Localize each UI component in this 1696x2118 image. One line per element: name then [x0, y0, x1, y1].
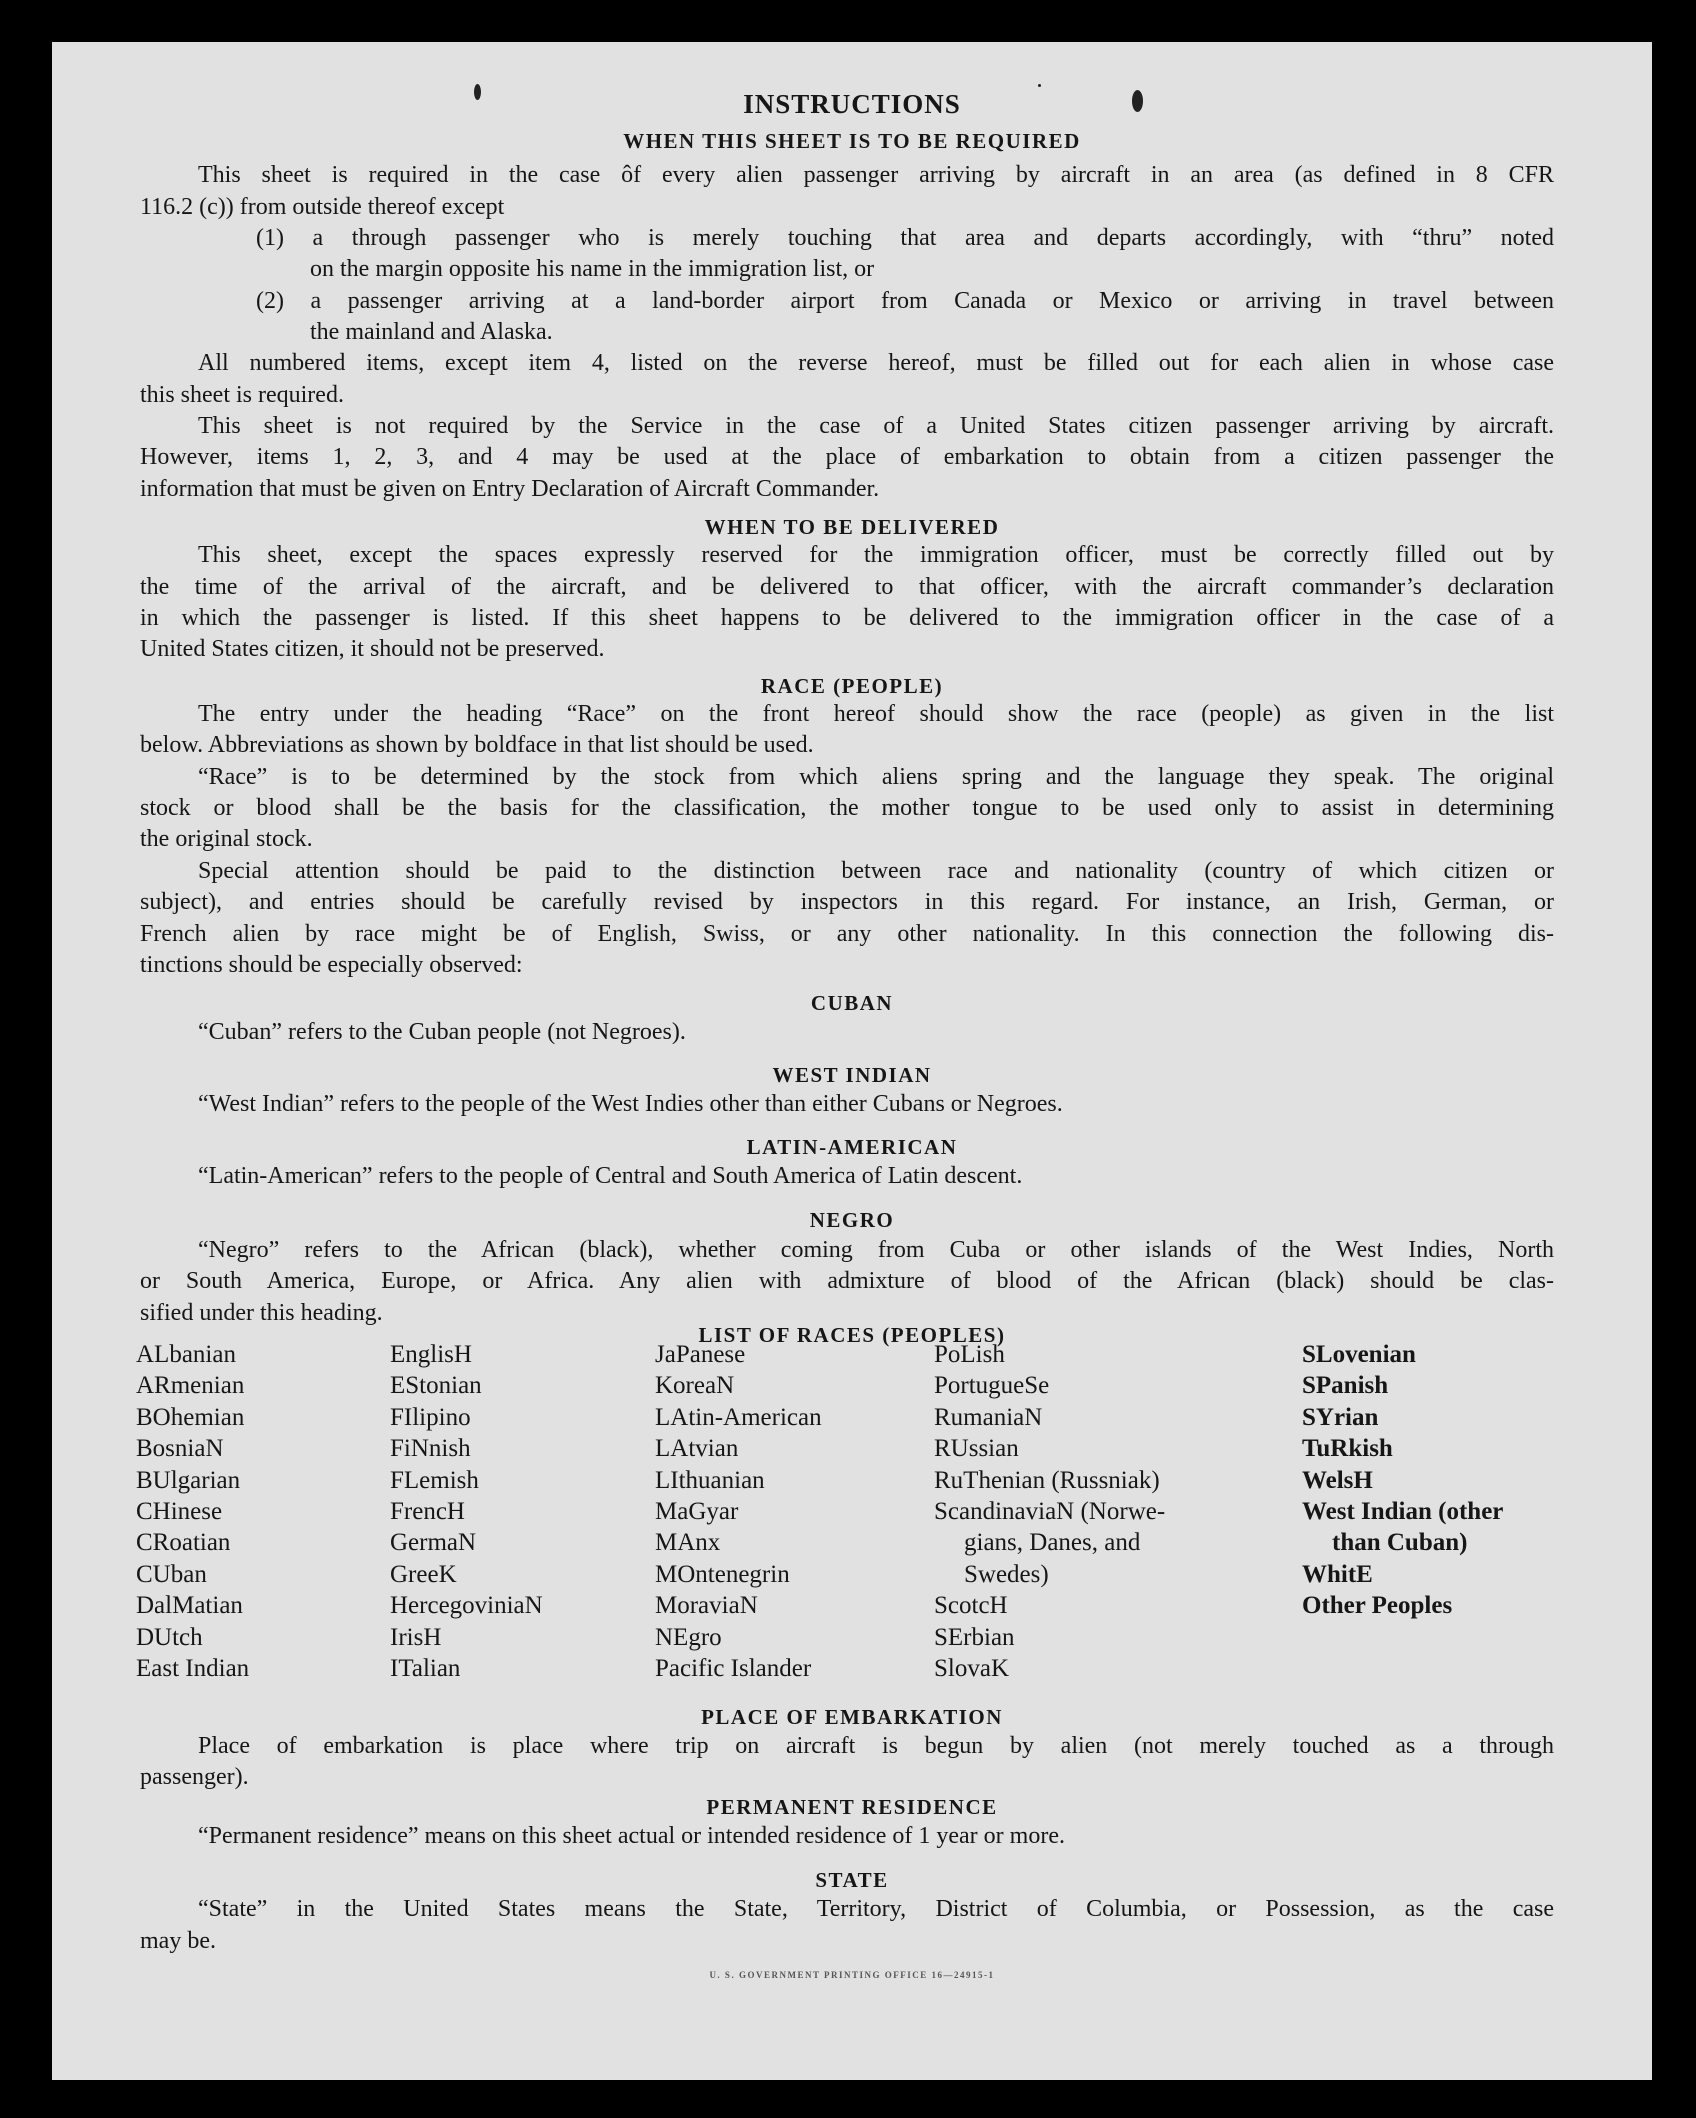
race-list-item: SLovenian — [1302, 1341, 1416, 1368]
body-line: “Latin-American” refers to the people of Central and South America of Latin descent. — [198, 1163, 1023, 1189]
race-list-item: EnglisH — [390, 1341, 472, 1368]
body-line: “Permanent residence” means on this sheet actual or intended residence of 1 year or more. — [198, 1823, 1065, 1849]
race-list-item: LAtvian — [655, 1435, 739, 1463]
race-list-item: DUtch — [136, 1623, 203, 1651]
ink-speck — [474, 84, 481, 100]
race-list-item: ITalian — [390, 1655, 461, 1683]
race-list-item: RuThenian (Russniak) — [934, 1466, 1160, 1494]
race-list-item: West Indian (other — [1302, 1498, 1504, 1526]
race-list-item: PoLish — [934, 1341, 1005, 1368]
race-list-column — [136, 1339, 249, 1684]
body-line: French alien by race might be of English, Swiss, or any other nationality. In this connection the following dis- — [140, 921, 1554, 947]
body-line: below. Abbreviations as shown by boldface in that list should be used. — [140, 732, 814, 758]
body-line: tinctions should be especially observed: — [140, 952, 523, 978]
race-list-item: FiNnish — [390, 1435, 471, 1463]
body-line: sified under this heading. — [140, 1300, 383, 1326]
section-heading: LIST OF RACES (PEOPLES) — [698, 1323, 1006, 1347]
race-list-item: ALbanian — [136, 1341, 236, 1368]
body-line: This sheet is required in the case ôf every alien passenger arriving by aircraft in an area (as defined in 8 CFR — [198, 162, 1554, 188]
race-list-item: RumaniaN — [934, 1403, 1043, 1431]
body-line: “State” in the United States means the State, Territory, District of Columbia, or Possession, as the case — [198, 1896, 1554, 1922]
body-line: passenger). — [140, 1764, 249, 1790]
body-line: Place of embarkation is place where trip on aircraft is begun by alien (not merely touched as a through — [198, 1733, 1554, 1759]
race-list-item: WhitE — [1302, 1560, 1373, 1588]
race-list-item: ScandinaviaN (Norwe- — [934, 1498, 1166, 1526]
body-line: in which the passenger is listed. If this sheet happens to be delivered to the immigration officer in the case of a — [140, 605, 1554, 631]
body-line: information that must be given on Entry Declaration of Aircraft Commander. — [140, 476, 880, 502]
ink-speck — [1038, 84, 1041, 87]
section-heading: WEST INDIAN — [772, 1063, 932, 1087]
race-list-item: BUlgarian — [136, 1466, 241, 1494]
race-list-item: ARmenian — [136, 1372, 245, 1400]
body-line: “Negro” refers to the African (black), whether coming from Cuba or other islands of the West Indies, North — [198, 1237, 1554, 1263]
race-list-item: CUban — [136, 1560, 207, 1588]
body-line: the original stock. — [140, 826, 313, 852]
body-line: the time of the arrival of the aircraft, and be delivered to that officer, with the aircraft commander’s declaration — [140, 574, 1554, 600]
race-list-item: RUssian — [934, 1435, 1019, 1463]
race-list-item: NEgro — [655, 1623, 722, 1651]
race-list-item: MoraviaN — [655, 1592, 758, 1620]
race-list-item: GermaN — [390, 1529, 477, 1557]
body-line: may be. — [140, 1928, 216, 1954]
body-line: The entry under the heading “Race” on the front hereof should show the race (people) as given in the list — [198, 701, 1554, 727]
race-list-item: FIlipino — [390, 1403, 471, 1431]
body-line: This sheet is not required by the Service in the case of a United States citizen passenger arriving by aircraft. — [198, 413, 1554, 439]
race-list-item: SlovaK — [934, 1655, 1009, 1683]
printer-imprint: U. S. GOVERNMENT PRINTING OFFICE 16—24915-1 — [709, 1970, 995, 1980]
race-list-item: than Cuban) — [1332, 1529, 1468, 1557]
body-line: (2) a passenger arriving at a land-border airport from Canada or Mexico or arriving in travel between — [256, 288, 1554, 314]
section-heading: RACE (PEOPLE) — [760, 674, 944, 698]
race-list-item: DalMatian — [136, 1592, 243, 1620]
section-heading: STATE — [815, 1868, 889, 1892]
body-line: “Cuban” refers to the Cuban people (not Negroes). — [198, 1019, 686, 1045]
race-list-item: TuRkish — [1302, 1435, 1393, 1463]
race-list-item: Pacific Islander — [655, 1655, 812, 1683]
section-heading: PERMANENT RESIDENCE — [706, 1795, 998, 1819]
race-list-item: KoreaN — [655, 1372, 735, 1400]
body-line: However, items 1, 2, 3, and 4 may be used at the place of embarkation to obtain from a citizen passenger the — [140, 444, 1554, 470]
section-heading: WHEN THIS SHEET IS TO BE REQUIRED — [623, 129, 1081, 153]
race-list-item: MAnx — [655, 1529, 721, 1557]
race-list-item: SPanish — [1302, 1372, 1389, 1400]
race-list-item: ScotcH — [934, 1592, 1008, 1620]
race-list-item: FLemish — [390, 1466, 479, 1494]
race-list-item: MOntenegrin — [655, 1560, 790, 1588]
body-line: United States citizen, it should not be preserved. — [140, 636, 605, 662]
race-list-item: East Indian — [136, 1655, 250, 1683]
body-line: on the margin opposite his name in the immigration list, or — [310, 256, 875, 282]
race-list-item: LIthuanian — [655, 1466, 765, 1494]
page-title: INSTRUCTIONS — [743, 89, 961, 119]
race-list-item: BosniaN — [136, 1435, 224, 1463]
section-heading: CUBAN — [810, 991, 894, 1015]
race-list-item: MaGyar — [655, 1498, 739, 1526]
body-line: “Race” is to be determined by the stock from which aliens spring and the language they speak. The original — [198, 764, 1554, 790]
body-line: stock or blood shall be the basis for the classification, the mother tongue to be used only to assist in determining — [140, 795, 1554, 821]
body-line: 116.2 (c)) from outside thereof except — [140, 194, 505, 220]
race-list-item: LAtin-American — [655, 1403, 822, 1431]
body-line: All numbered items, except item 4, listed on the reverse hereof, must be filled out for each alien in whose case — [198, 350, 1554, 376]
document-page — [52, 42, 1652, 2080]
race-list-item: EStonian — [390, 1372, 482, 1400]
race-list-column — [655, 1339, 822, 1684]
race-list-item: JaPanese — [655, 1341, 746, 1368]
race-list-item: CRoatian — [136, 1529, 231, 1557]
race-list-item: SErbian — [934, 1623, 1015, 1651]
ink-speck — [1132, 90, 1143, 112]
race-list-item: BOhemian — [136, 1403, 245, 1431]
body-line: the mainland and Alaska. — [310, 319, 553, 345]
body-line: “West Indian” refers to the people of the West Indies other than either Cubans or Negroes. — [198, 1091, 1063, 1117]
race-list-column — [390, 1339, 543, 1684]
race-list-item: IrisH — [390, 1623, 442, 1651]
race-list-item: SYrian — [1302, 1403, 1379, 1431]
race-list-column — [934, 1339, 1165, 1684]
race-list-item: gians, Danes, and — [964, 1529, 1141, 1557]
body-line: subject), and entries should be carefully revised by inspectors in this regard. For instance, an Irish, German, or — [140, 889, 1554, 915]
section-heading: PLACE OF EMBARKATION — [701, 1705, 1003, 1729]
section-heading: NEGRO — [809, 1208, 895, 1232]
race-list-item: GreeK — [390, 1560, 457, 1588]
race-list-item: PortugueSe — [934, 1372, 1050, 1400]
race-list-item: FrencH — [390, 1498, 465, 1526]
section-heading: WHEN TO BE DELIVERED — [704, 515, 1000, 539]
race-list-item: HercegoviniaN — [390, 1592, 543, 1620]
body-line: this sheet is required. — [140, 382, 344, 408]
body-line: (1) a through passenger who is merely touching that area and departs accordingly, with “thru” noted — [256, 225, 1554, 251]
race-list-item: WelsH — [1302, 1466, 1373, 1494]
body-line: or South America, Europe, or Africa. Any alien with admixture of blood of the African (black) should be clas- — [140, 1268, 1554, 1294]
race-list-item: Other Peoples — [1302, 1592, 1453, 1620]
race-list-item: CHinese — [136, 1498, 223, 1526]
body-line: Special attention should be paid to the distinction between race and nationality (country of which citizen or — [198, 858, 1554, 884]
race-list-column — [1302, 1339, 1503, 1622]
body-line: This sheet, except the spaces expressly reserved for the immigration officer, must be correctly filled out by — [198, 542, 1554, 568]
race-list-item: Swedes) — [964, 1560, 1049, 1588]
section-heading: LATIN-AMERICAN — [746, 1135, 958, 1159]
